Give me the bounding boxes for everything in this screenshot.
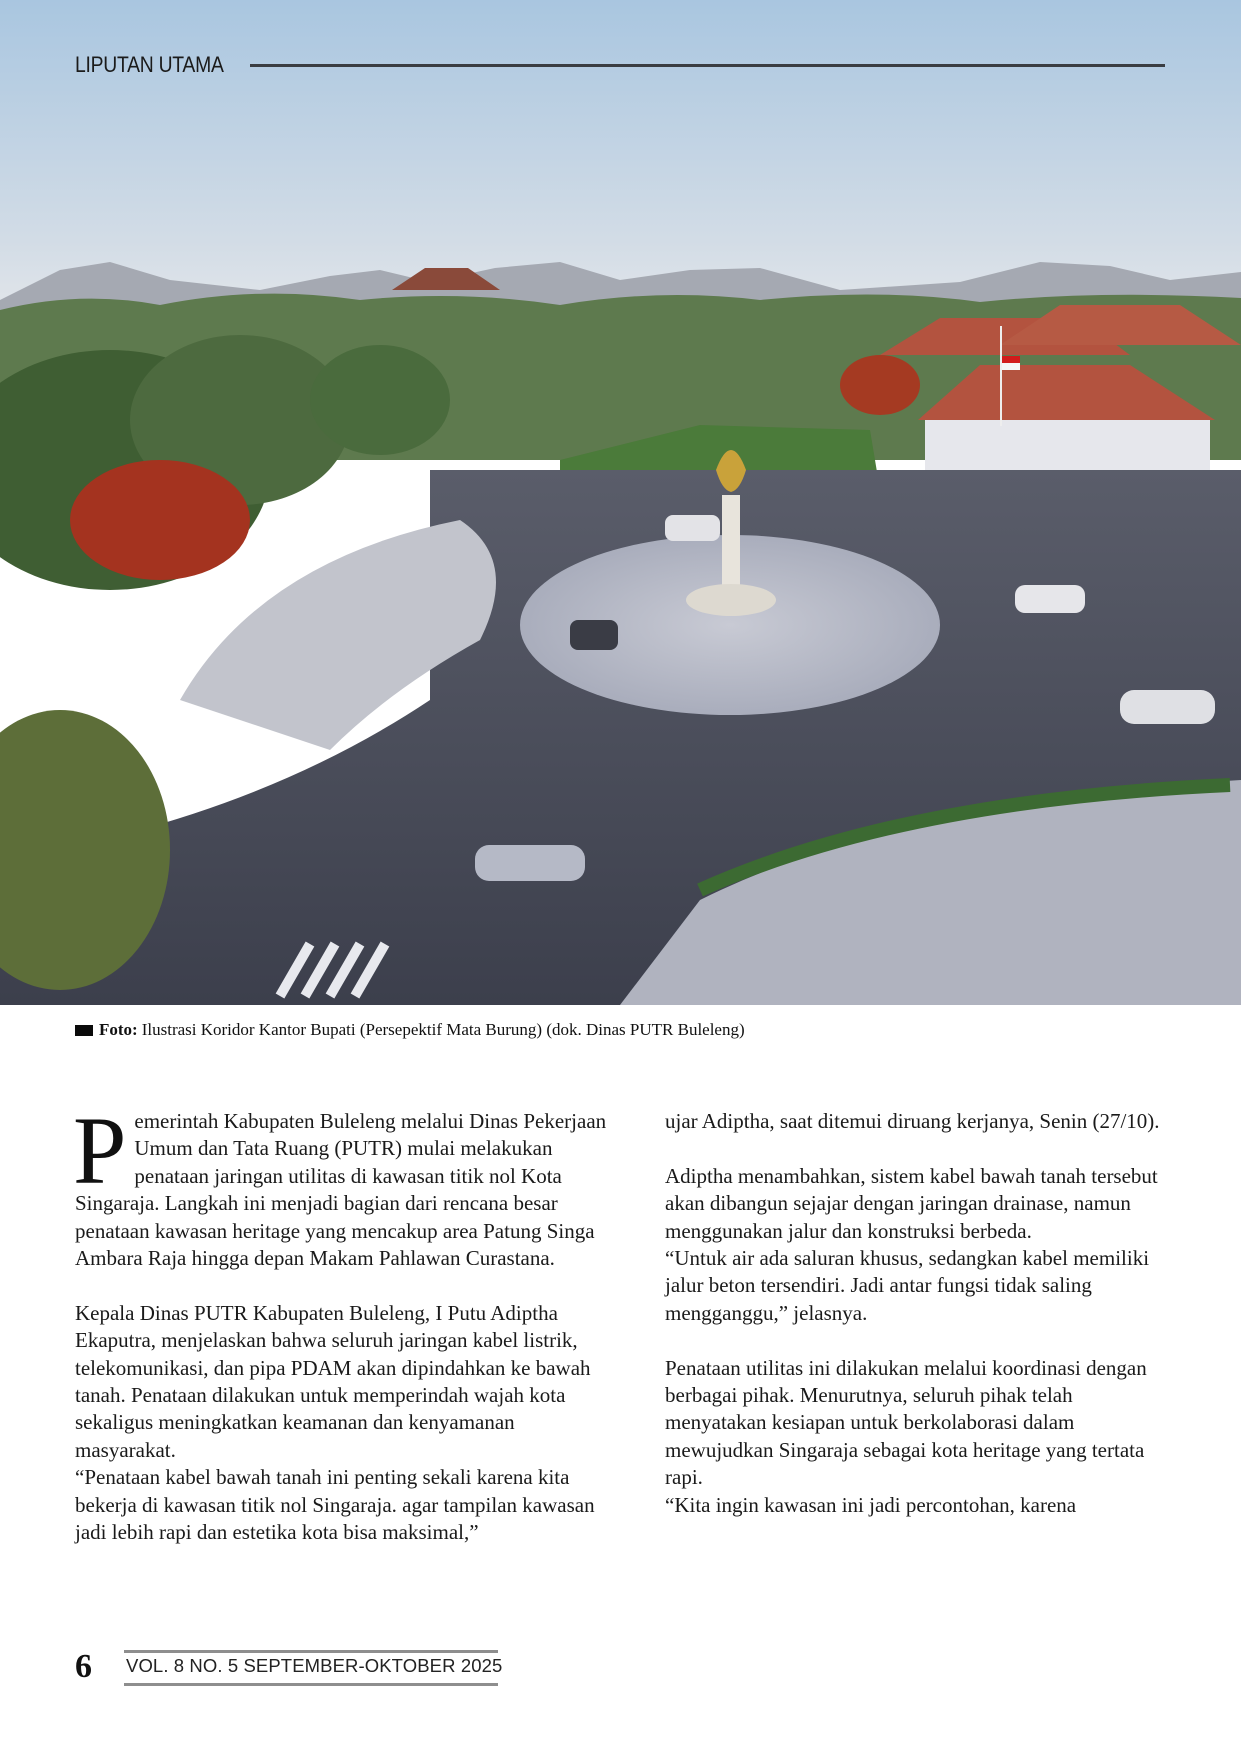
statue-base	[686, 584, 776, 616]
car-white	[1120, 690, 1215, 724]
flame-tree	[70, 460, 250, 580]
article-column-right	[665, 1108, 1175, 1519]
paragraph: Kepala Dinas PUTR Kabupaten Buleleng, I Putu Adiptha Ekaputra, menjelaskan bahwa seluruh jaringan kabel listrik, telekomunikasi, dan pipa PDAM akan dipindahkan ke bawah tanah. Penataan dilakukan untuk memperindah wajah kota sekaligus meningkatkan keamanan dan kenyamanan masyarakat.	[75, 1300, 591, 1462]
flagpole	[1000, 326, 1002, 426]
drop-cap: P	[73, 1097, 127, 1204]
issue-label-box	[124, 1650, 503, 1686]
caption-prefix: Foto:	[99, 1020, 138, 1039]
statue-column	[722, 495, 740, 585]
caption-square-icon	[75, 1025, 93, 1036]
caption-text: Ilustrasi Koridor Kantor Bupati (Persepektif Mata Burung) (dok. Dinas PUTR Buleleng)	[141, 1020, 745, 1039]
article-column-left	[73, 1097, 620, 1546]
paragraph-text: emerintah Kabupaten Buleleng melalui Dinas Pekerjaan Umum dan Tata Ruang (PUTR) mulai melakukan penataan jaringan utilitas di kawasan titik nol Kota Singaraja. Langkah ini menjadi bagian dari rencana besar penataan kawasan heritage yang mencakup area Patung Singa Ambara Raja hingga depan Makam Pahlawan Curastana.	[75, 1109, 607, 1271]
paragraph	[73, 1097, 620, 1272]
paragraph: Adiptha menambahkan, sistem kabel bawah tanah tersebut akan dibangun sejajar dengan jaringan drainase, namun menggunakan jalur dan konstruksi berbeda.	[665, 1163, 1158, 1243]
car-white-2	[1015, 585, 1085, 613]
red-tree	[840, 355, 920, 415]
section-header	[75, 50, 1165, 80]
flag-white	[1002, 363, 1020, 370]
page-number: 6	[75, 1648, 92, 1685]
car	[475, 845, 585, 881]
quote-paragraph: “Untuk air ada saluran khusus, sedangkan kabel memiliki jalur beton tersendiri. Jadi antar fungsi tidak saling mengganggu,” jelasnya.	[665, 1246, 1150, 1325]
quote-paragraph: “Kita ingin kawasan ini jadi percontohan, karena	[665, 1492, 1077, 1517]
quote-paragraph: “Penataan kabel bawah tanah ini penting sekali karena kita bekerja di kawasan titik nol Singaraja. agar tampilan kawasan jadi lebih rapi dan estetika kota bisa maksimal,”	[75, 1465, 595, 1545]
photo-caption	[75, 1020, 745, 1040]
main-building-wall	[925, 420, 1210, 475]
header-rule	[250, 64, 1165, 67]
flag-red	[1002, 356, 1020, 363]
car-white-3	[665, 515, 720, 541]
paragraph: Penataan utilitas ini dilakukan melalui koordinasi dengan berbagai pihak. Menurutnya, seluruh pihak telah menyatakan kesiapan untuk berkolaborasi dalam mewujudkan Singaraja sebagai kota heritage yang tertata rapi.	[665, 1355, 1147, 1490]
issue-label: VOL. 8 NO. 5 SEPTEMBER-OKTOBER 2025	[126, 1655, 503, 1676]
paragraph: ujar Adiptha, saat ditemui diruang kerjanya, Senin (27/10).	[665, 1109, 1160, 1133]
section-label: LIPUTAN UTAMA	[75, 52, 224, 77]
tree-mid	[310, 345, 450, 455]
car-dark	[570, 620, 618, 650]
